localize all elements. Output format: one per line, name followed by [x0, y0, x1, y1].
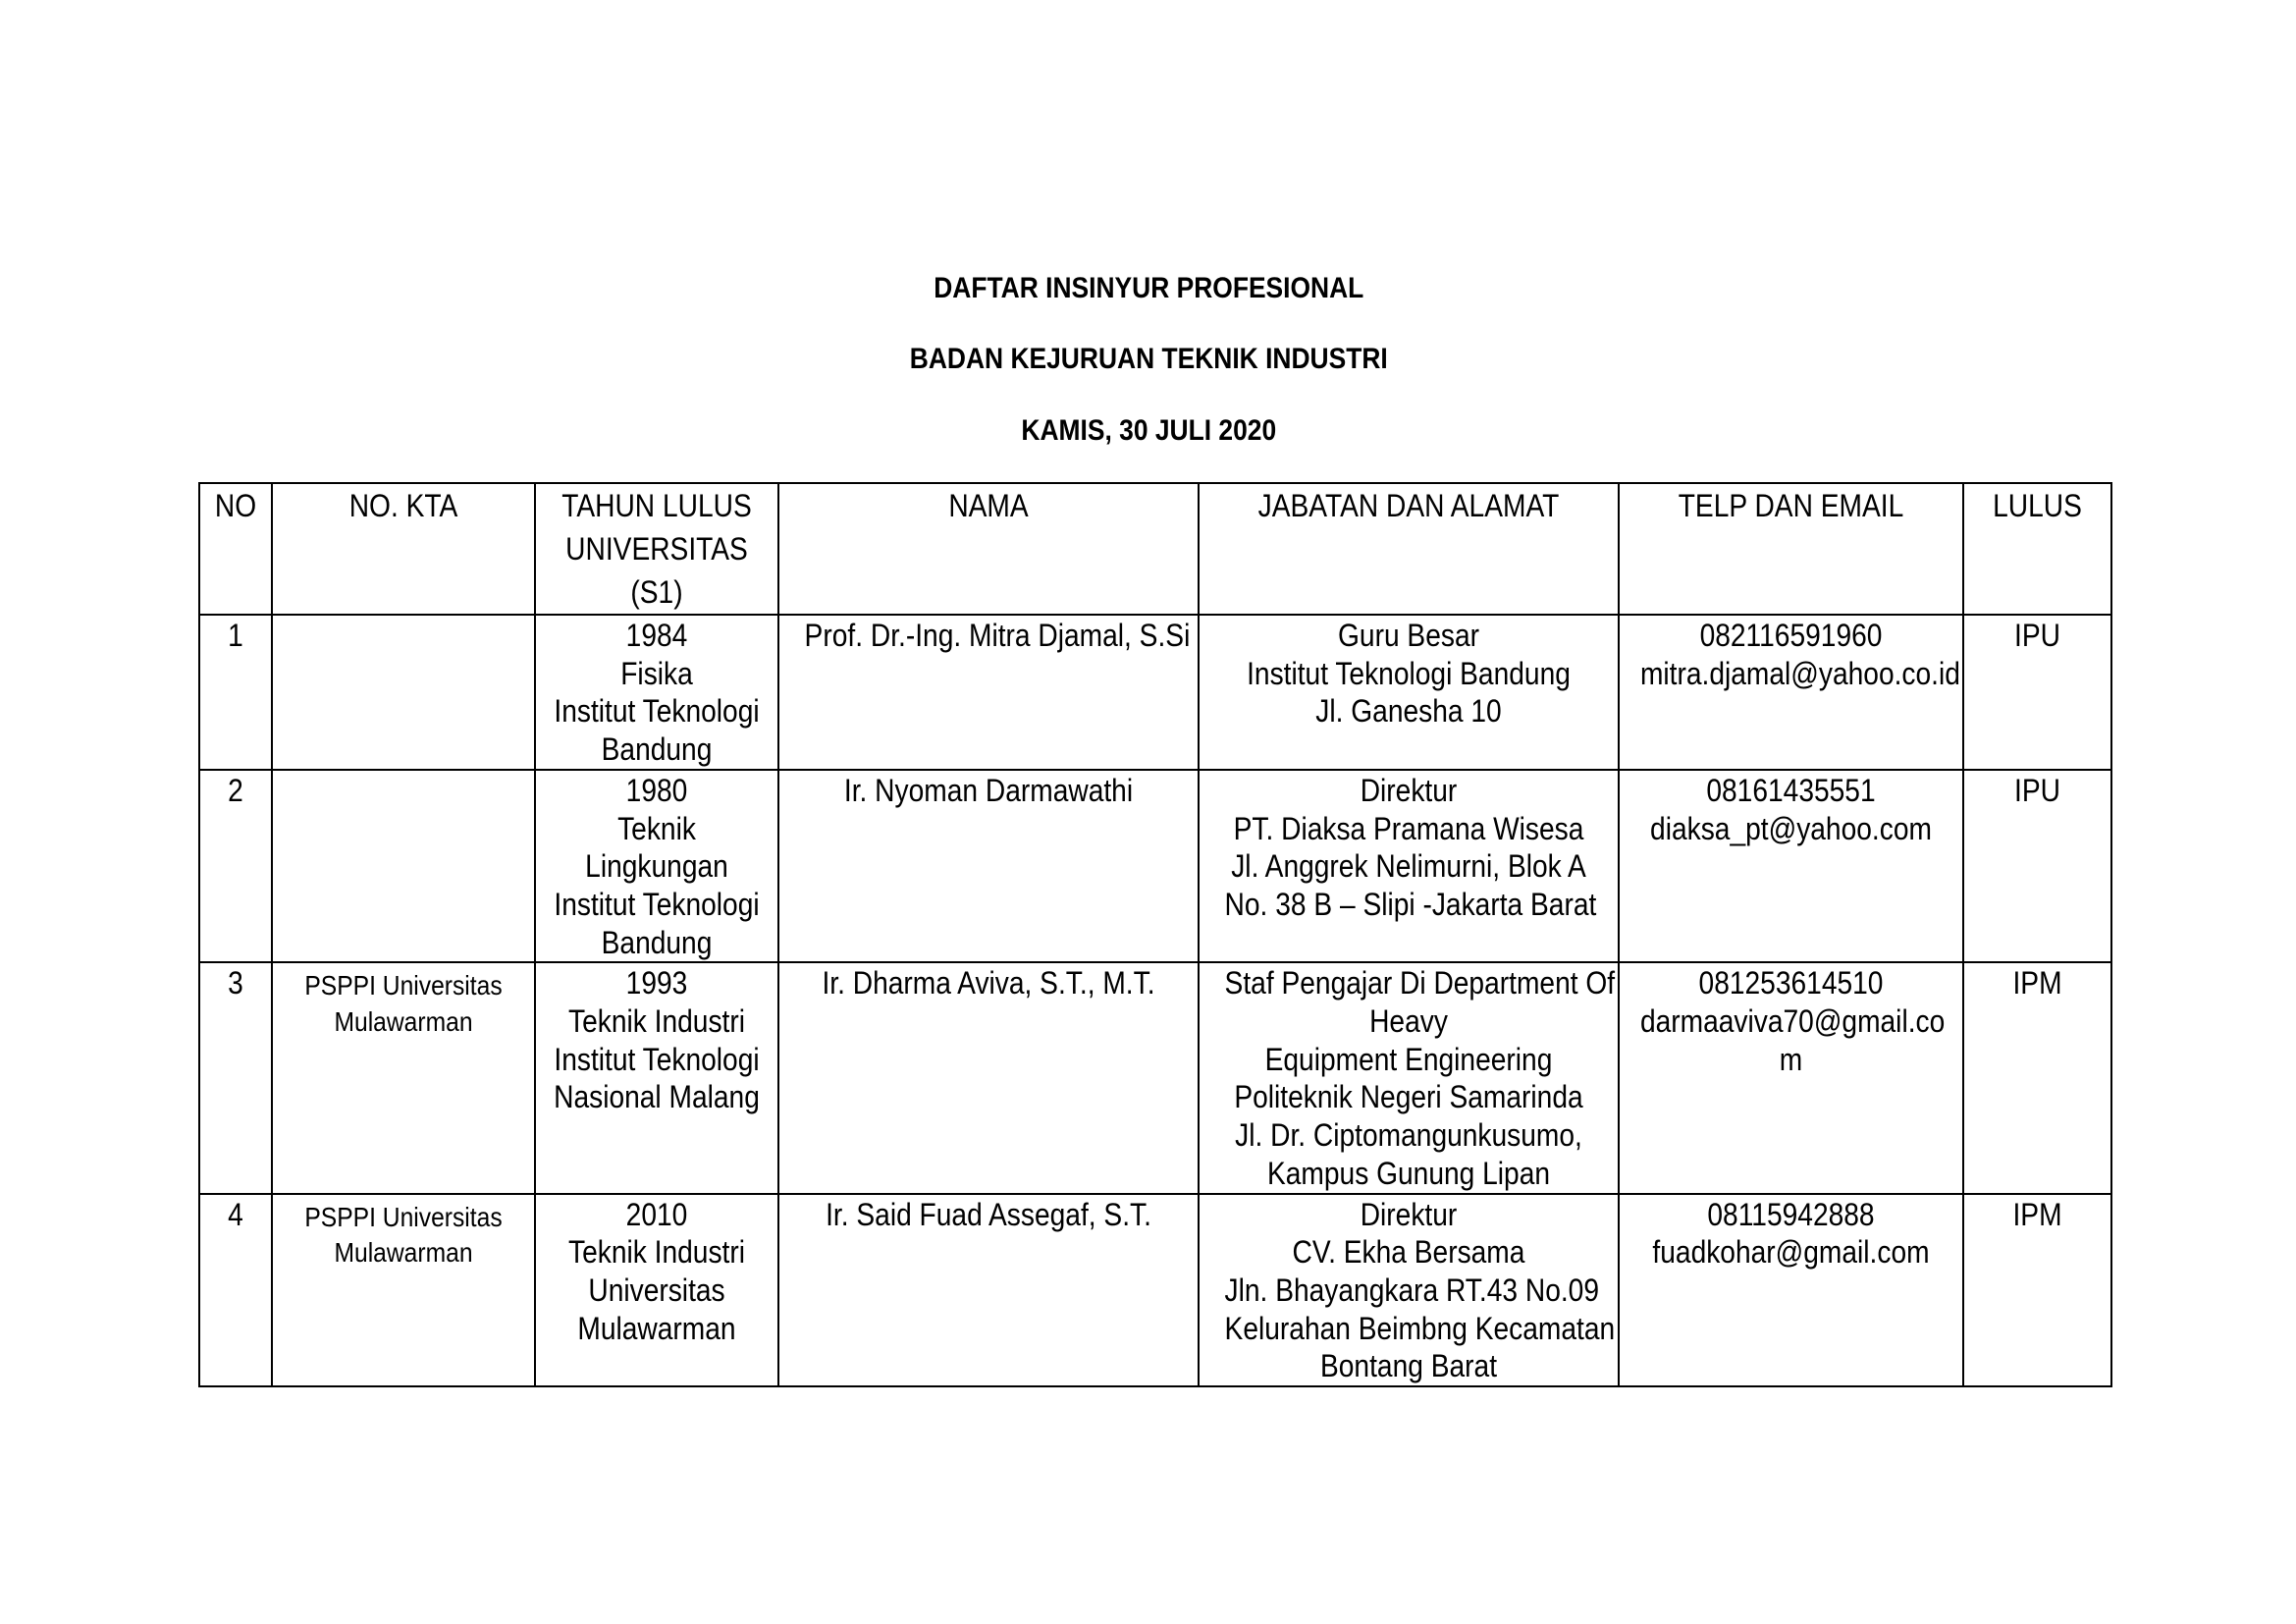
cell-lulus: IPM — [1963, 1194, 2111, 1387]
cell-no: 4 — [199, 1194, 272, 1387]
cell-tahun: 1980 Teknik Lingkungan Institut Teknologi Bandung — [535, 770, 778, 963]
cell-tahun: 2010 Teknik Industri Universitas Mulawarman — [535, 1194, 778, 1387]
cell-nama: Ir. Nyoman Darmawathi — [778, 770, 1199, 963]
table-header-row — [199, 483, 2111, 615]
table-row — [199, 962, 2111, 1193]
cell-nama: Ir. Said Fuad Assegaf, S.T. — [778, 1194, 1199, 1387]
document-title: DAFTAR INSINYUR PROFESIONAL — [934, 272, 1364, 304]
header-nama: NAMA — [778, 483, 1199, 615]
cell-nama: Prof. Dr.-Ing. Mitra Djamal, S.Si — [778, 615, 1199, 770]
header-telp: TELP DAN EMAIL — [1619, 483, 1963, 615]
cell-telp: 08115942888 fuadkohar@gmail.com — [1619, 1194, 1963, 1387]
cell-kta: PSPPI Universitas Mulawarman — [272, 1194, 535, 1387]
cell-telp: 082116591960 mitra.djamal@yahoo.co.id — [1619, 615, 1963, 770]
cell-jabatan: Direktur PT. Diaksa Pramana Wisesa Jl. Anggrek Nelimurni, Blok A No. 38 B – Slipi -Jakarta Barat — [1199, 770, 1619, 963]
cell-kta: PSPPI Universitas Mulawarman — [272, 962, 535, 1193]
document-subtitle: BADAN KEJURUAN TEKNIK INDUSTRI — [909, 343, 1388, 375]
header-jabatan: JABATAN DAN ALAMAT — [1199, 483, 1619, 615]
cell-jabatan: Staf Pengajar Di Department Of Heavy Equipment Engineering Politeknik Negeri Samarinda Jl. Dr. Ciptomangunkusumo, Kampus Gunung Lipan — [1199, 962, 1619, 1193]
cell-kta — [272, 615, 535, 770]
header-tahun-lulus: TAHUN LULUS UNIVERSITAS (S1) — [535, 483, 778, 615]
header-no: NO — [199, 483, 272, 615]
cell-lulus: IPU — [1963, 615, 2111, 770]
cell-no: 2 — [199, 770, 272, 963]
cell-lulus: IPM — [1963, 962, 2111, 1193]
table-row — [199, 615, 2111, 770]
cell-jabatan: Guru Besar Institut Teknologi Bandung Jl. Ganesha 10 — [1199, 615, 1619, 770]
cell-jabatan: Direktur CV. Ekha Bersama Jln. Bhayangkara RT.43 No.09 Kelurahan Beimbng Kecamatan Bontang Barat — [1199, 1194, 1619, 1387]
header-kta: NO. KTA — [272, 483, 535, 615]
cell-lulus: IPU — [1963, 770, 2111, 963]
cell-no: 1 — [199, 615, 272, 770]
cell-nama: Ir. Dharma Aviva, S.T., M.T. — [778, 962, 1199, 1193]
cell-tahun: 1993 Teknik Industri Institut Teknologi Nasional Malang — [535, 962, 778, 1193]
engineer-table — [198, 482, 2112, 1387]
table-row — [199, 1194, 2111, 1387]
cell-kta — [272, 770, 535, 963]
cell-telp: 081253614510 darmaaviva70@gmail.co m — [1619, 962, 1963, 1193]
cell-telp: 08161435551 diaksa_pt@yahoo.com — [1619, 770, 1963, 963]
cell-tahun: 1984 Fisika Institut Teknologi Bandung — [535, 615, 778, 770]
header-lulus: LULUS — [1963, 483, 2111, 615]
table-row — [199, 770, 2111, 963]
cell-no: 3 — [199, 962, 272, 1193]
document-date: KAMIS, 30 JULI 2020 — [1021, 414, 1277, 447]
